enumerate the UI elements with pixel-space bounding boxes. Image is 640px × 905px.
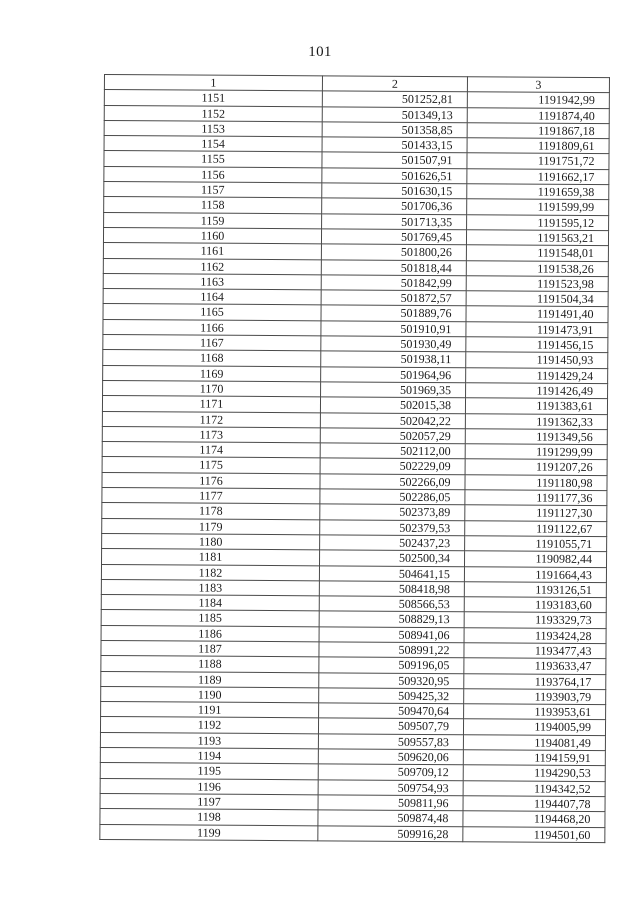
point-number-cell: 1190 — [101, 686, 319, 703]
point-number-cell: 1179 — [102, 518, 320, 535]
y-coordinate-cell: 1191362,33 — [465, 413, 607, 429]
x-coordinate-cell: 501626,51 — [322, 168, 467, 184]
point-number-cell: 1189 — [101, 671, 319, 688]
x-coordinate-cell: 501938,11 — [321, 351, 466, 367]
y-coordinate-cell: 1191809,61 — [467, 138, 609, 154]
y-coordinate-cell: 1191563,21 — [466, 230, 608, 246]
x-coordinate-cell: 502229,09 — [320, 458, 465, 474]
x-coordinate-cell: 501930,49 — [321, 336, 466, 352]
x-coordinate-cell: 508941,06 — [319, 627, 464, 643]
x-coordinate-cell: 502266,09 — [320, 474, 465, 490]
y-coordinate-cell: 1191523,98 — [466, 276, 608, 292]
x-coordinate-cell: 501252,81 — [322, 91, 467, 107]
point-number-cell: 1184 — [101, 595, 319, 612]
point-number-cell: 1170 — [103, 380, 321, 397]
page-number: 101 — [308, 44, 332, 60]
point-number-cell: 1199 — [100, 824, 318, 841]
point-number-cell: 1161 — [103, 243, 321, 260]
point-number-cell: 1192 — [100, 717, 318, 734]
x-coordinate-cell: 501910,91 — [321, 321, 466, 337]
point-number-cell: 1174 — [102, 442, 320, 459]
point-number-cell: 1182 — [101, 564, 319, 581]
point-number-cell: 1169 — [103, 365, 321, 382]
x-coordinate-cell: 508991,22 — [319, 642, 464, 658]
y-coordinate-cell: 1191504,34 — [466, 291, 608, 307]
x-coordinate-cell: 504641,15 — [319, 565, 464, 581]
y-coordinate-cell: 1191662,17 — [467, 169, 609, 185]
x-coordinate-cell: 501889,76 — [321, 305, 466, 321]
y-coordinate-cell: 1194407,78 — [463, 796, 605, 812]
y-coordinate-cell: 1193477,43 — [464, 643, 606, 659]
point-number-cell: 1159 — [104, 212, 322, 229]
y-coordinate-cell: 1194081,49 — [463, 734, 605, 750]
y-coordinate-cell: 1191127,30 — [465, 505, 607, 521]
x-coordinate-cell: 501433,15 — [322, 137, 467, 153]
x-coordinate-cell: 509754,93 — [318, 779, 463, 795]
y-coordinate-cell: 1191207,26 — [465, 459, 607, 475]
y-coordinate-cell: 1194005,99 — [463, 719, 605, 735]
point-number-cell: 1181 — [102, 549, 320, 566]
y-coordinate-cell: 1191450,93 — [466, 352, 608, 368]
y-coordinate-cell: 1191349,56 — [465, 429, 607, 445]
y-coordinate-cell: 1191491,40 — [466, 306, 608, 322]
x-coordinate-cell: 508566,53 — [319, 596, 464, 612]
y-coordinate-cell: 1191659,38 — [467, 184, 609, 200]
point-number-cell: 1196 — [100, 778, 318, 795]
x-coordinate-cell: 501818,44 — [321, 259, 466, 275]
point-number-cell: 1197 — [100, 793, 318, 810]
y-coordinate-cell: 1191473,91 — [466, 321, 608, 337]
y-coordinate-cell: 1191874,40 — [467, 107, 609, 123]
point-number-cell: 1177 — [102, 488, 320, 505]
x-coordinate-cell: 509470,64 — [319, 703, 464, 719]
x-coordinate-cell: 502373,89 — [320, 504, 465, 520]
y-coordinate-cell: 1191177,36 — [465, 490, 607, 506]
y-coordinate-cell: 1191055,71 — [465, 536, 607, 552]
y-coordinate-cell: 1191383,61 — [465, 398, 607, 414]
point-number-cell: 1152 — [104, 105, 322, 122]
point-number-cell: 1156 — [104, 166, 322, 183]
x-coordinate-cell: 501872,57 — [321, 290, 466, 306]
point-number-cell: 1158 — [104, 197, 322, 214]
y-coordinate-cell: 1191664,43 — [464, 566, 606, 582]
x-coordinate-cell: 501964,96 — [321, 366, 466, 382]
y-coordinate-cell: 1194290,53 — [463, 765, 605, 781]
point-number-cell: 1191 — [101, 702, 319, 719]
table-body — [100, 90, 610, 843]
point-number-cell: 1171 — [102, 396, 320, 413]
point-number-cell: 1167 — [103, 335, 321, 352]
point-number-cell: 1153 — [104, 120, 322, 137]
point-number-cell: 1165 — [103, 304, 321, 321]
x-coordinate-cell: 502437,23 — [320, 535, 465, 551]
point-number-cell: 1183 — [101, 579, 319, 596]
x-coordinate-cell: 502057,29 — [320, 428, 465, 444]
column-header-point-number: 1 — [104, 75, 322, 92]
point-number-cell: 1186 — [101, 625, 319, 642]
point-number-cell: 1172 — [102, 411, 320, 428]
x-coordinate-cell: 501507,91 — [322, 152, 467, 168]
point-number-cell: 1187 — [101, 640, 319, 657]
point-number-cell: 1157 — [104, 182, 322, 199]
x-coordinate-cell: 509507,79 — [318, 718, 463, 734]
x-coordinate-cell: 501769,45 — [321, 229, 466, 245]
x-coordinate-cell: 509916,28 — [318, 825, 463, 841]
x-coordinate-cell: 508829,13 — [319, 611, 464, 627]
y-coordinate-cell: 1193903,79 — [464, 689, 606, 705]
x-coordinate-cell: 502042,22 — [320, 412, 465, 428]
x-coordinate-cell: 502286,05 — [320, 489, 465, 505]
x-coordinate-cell: 501800,26 — [321, 244, 466, 260]
y-coordinate-cell: 1191942,99 — [467, 92, 609, 108]
point-number-cell: 1155 — [104, 151, 322, 168]
x-coordinate-cell: 501358,85 — [322, 122, 467, 138]
x-coordinate-cell: 502112,00 — [320, 443, 465, 459]
x-coordinate-cell: 509874,48 — [318, 810, 463, 826]
y-coordinate-cell: 1191122,67 — [465, 520, 607, 536]
point-number-cell: 1188 — [101, 656, 319, 673]
point-number-cell: 1164 — [103, 289, 321, 306]
coordinates-table — [99, 74, 610, 843]
y-coordinate-cell: 1191548,01 — [466, 245, 608, 261]
y-coordinate-cell: 1191599,99 — [467, 199, 609, 215]
y-coordinate-cell: 1191538,26 — [466, 260, 608, 276]
y-coordinate-cell: 1191299,99 — [465, 444, 607, 460]
column-header-x: 2 — [322, 76, 467, 92]
x-coordinate-cell: 502015,38 — [320, 397, 465, 413]
y-coordinate-cell: 1193764,17 — [464, 673, 606, 689]
y-coordinate-cell: 1191180,98 — [465, 474, 607, 490]
point-number-cell: 1163 — [103, 273, 321, 290]
x-coordinate-cell: 509709,12 — [318, 764, 463, 780]
x-coordinate-cell: 502379,53 — [320, 519, 465, 535]
x-coordinate-cell: 509557,83 — [318, 734, 463, 750]
y-coordinate-cell: 1190982,44 — [465, 551, 607, 567]
point-number-cell: 1194 — [100, 748, 318, 765]
x-coordinate-cell: 508418,98 — [319, 581, 464, 597]
y-coordinate-cell: 1193329,73 — [464, 612, 606, 628]
point-number-cell: 1176 — [102, 472, 320, 489]
y-coordinate-cell: 1191595,12 — [467, 214, 609, 230]
y-coordinate-cell: 1191751,72 — [467, 153, 609, 169]
point-number-cell: 1173 — [102, 426, 320, 443]
x-coordinate-cell: 509620,06 — [318, 749, 463, 765]
x-coordinate-cell: 509425,32 — [319, 688, 464, 704]
y-coordinate-cell: 1191456,15 — [466, 337, 608, 353]
x-coordinate-cell: 501349,13 — [322, 106, 467, 122]
point-number-cell: 1162 — [103, 258, 321, 275]
x-coordinate-cell: 509196,05 — [319, 657, 464, 673]
x-coordinate-cell: 501969,35 — [321, 382, 466, 398]
y-coordinate-cell: 1194501,60 — [463, 826, 605, 842]
y-coordinate-cell: 1194468,20 — [463, 811, 605, 827]
x-coordinate-cell: 509320,95 — [319, 672, 464, 688]
column-header-y: 3 — [467, 77, 609, 93]
point-number-cell: 1185 — [101, 610, 319, 627]
x-coordinate-cell: 501842,99 — [321, 275, 466, 291]
x-coordinate-cell: 501713,35 — [322, 214, 467, 230]
y-coordinate-cell: 1191426,49 — [466, 383, 608, 399]
y-coordinate-cell: 1191867,18 — [467, 123, 609, 139]
y-coordinate-cell: 1193633,47 — [464, 658, 606, 674]
table-row — [100, 824, 605, 842]
point-number-cell: 1193 — [100, 732, 318, 749]
point-number-cell: 1178 — [102, 503, 320, 520]
y-coordinate-cell: 1193424,28 — [464, 627, 606, 643]
point-number-cell: 1195 — [100, 763, 318, 780]
point-number-cell: 1160 — [103, 227, 321, 244]
y-coordinate-cell: 1193183,60 — [464, 597, 606, 613]
point-number-cell: 1168 — [103, 350, 321, 367]
x-coordinate-cell: 501706,36 — [322, 198, 467, 214]
y-coordinate-cell: 1191429,24 — [466, 367, 608, 383]
x-coordinate-cell: 501630,15 — [322, 183, 467, 199]
y-coordinate-cell: 1194159,91 — [463, 750, 605, 766]
point-number-cell: 1180 — [102, 533, 320, 550]
y-coordinate-cell: 1193953,61 — [464, 704, 606, 720]
x-coordinate-cell: 502500,34 — [320, 550, 465, 566]
point-number-cell: 1175 — [102, 457, 320, 474]
y-coordinate-cell: 1194342,52 — [463, 780, 605, 796]
point-number-cell: 1154 — [104, 136, 322, 153]
point-number-cell: 1166 — [103, 319, 321, 336]
point-number-cell: 1151 — [104, 90, 322, 107]
x-coordinate-cell: 509811,96 — [318, 795, 463, 811]
y-coordinate-cell: 1193126,51 — [464, 582, 606, 598]
point-number-cell: 1198 — [100, 809, 318, 826]
